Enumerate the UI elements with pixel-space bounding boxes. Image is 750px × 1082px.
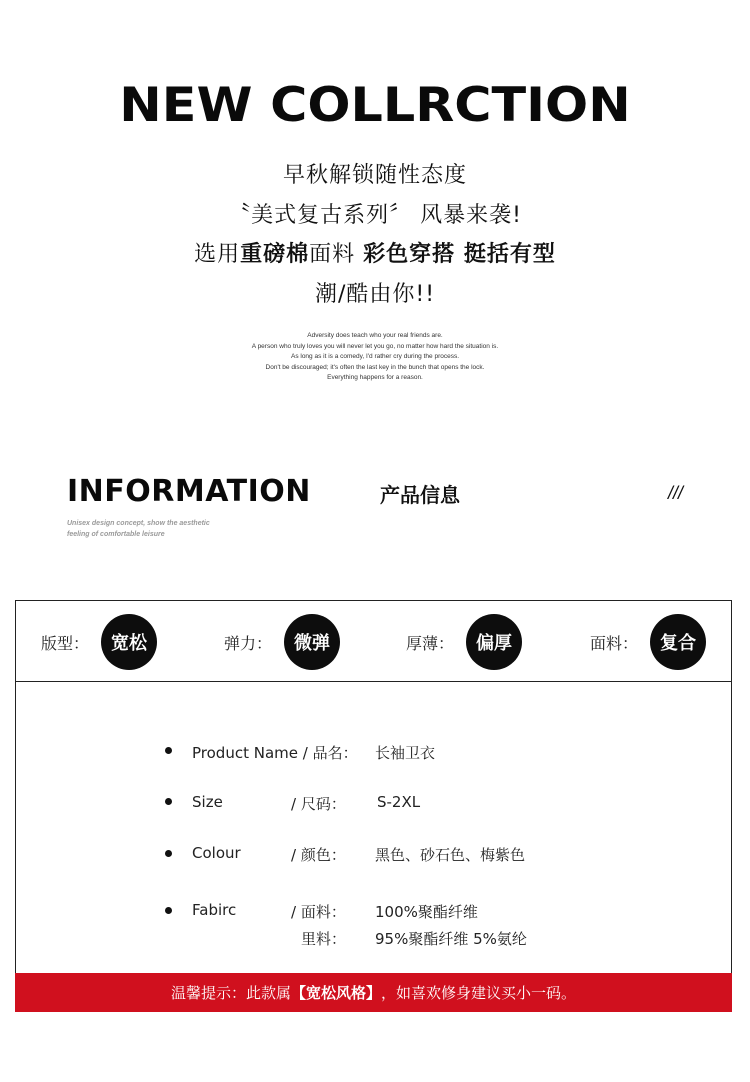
slash-decoration: /// bbox=[668, 483, 684, 503]
fabric-label: Fabirc bbox=[192, 901, 237, 919]
product-name-value: 长袖卫衣 bbox=[375, 744, 436, 762]
tagline-4: 潮/酷由你!! bbox=[314, 282, 436, 307]
fabric-label-cn: / 面料： bbox=[291, 903, 346, 921]
quote-block bbox=[0, 331, 750, 384]
tagline-1: 早秋解锁随性态度 bbox=[282, 163, 467, 188]
attr-thickness bbox=[406, 613, 522, 671]
tagline-3 bbox=[0, 237, 750, 268]
colour-label-cn: / 颜色： bbox=[291, 846, 346, 864]
lining-label: 里料： bbox=[301, 930, 347, 948]
tagline-3-d: 彩色穿搭 挺括有型 bbox=[363, 242, 556, 267]
fabric-value: 100%聚酯纤维 bbox=[375, 903, 478, 921]
quote-line: Don't be discouraged; it's often the last key in the bunch that opens the lock. bbox=[265, 363, 485, 371]
quote-line: A person who truly loves you will never let you go, no matter how hard the situation is. bbox=[251, 342, 499, 350]
attr-badge: 复合 bbox=[650, 614, 706, 670]
bullet-icon bbox=[165, 798, 172, 805]
bullet-icon bbox=[165, 907, 172, 914]
quote-line: Adversity does teach who your real friends are. bbox=[307, 332, 443, 339]
notice-highlight: 【宽松风格】 bbox=[290, 984, 381, 1002]
lining-value: 95%聚酯纤维 5%氨纶 bbox=[375, 930, 527, 948]
attr-label: 面料： bbox=[590, 633, 639, 653]
info-subtitle bbox=[67, 518, 210, 540]
detail-box bbox=[15, 682, 732, 1012]
attr-label: 厚薄： bbox=[406, 633, 455, 653]
quote-line: Everything happens for a reason. bbox=[327, 374, 423, 381]
notice-suffix: ，如喜欢修身建议买小一码。 bbox=[381, 984, 577, 1002]
tagline-2: 〝美式复古系列〞 风暴来袭! bbox=[228, 203, 522, 228]
attr-badge: 微弹 bbox=[284, 614, 340, 670]
quote-line: As long as it is a comedy, I'd rather cry during the process. bbox=[290, 353, 460, 360]
size-label-cn: / 尺码： bbox=[291, 795, 346, 813]
attr-label: 弹力： bbox=[224, 633, 273, 653]
size-value: S-2XL bbox=[377, 793, 421, 811]
notice-prefix: 温馨提示：此款属 bbox=[170, 984, 291, 1002]
colour-label: Colour bbox=[192, 844, 241, 862]
notice-bar bbox=[15, 973, 732, 1012]
attr-badge: 宽松 bbox=[101, 614, 157, 670]
attr-fabric bbox=[590, 613, 706, 671]
bullet-icon bbox=[165, 850, 172, 857]
collection-title: NEW COLLRCTION bbox=[119, 78, 631, 133]
tagline-3-c: 面料 bbox=[309, 242, 364, 267]
size-label: Size bbox=[192, 793, 223, 811]
tagline-3-a: 选用 bbox=[194, 242, 241, 267]
product-name-label: Product Name / 品名： bbox=[192, 744, 358, 762]
info-title-cn: 产品信息 bbox=[380, 483, 460, 507]
attribute-bar bbox=[15, 600, 732, 682]
info-title: INFORMATION bbox=[67, 474, 311, 509]
attr-elasticity bbox=[224, 613, 340, 671]
bullet-icon bbox=[165, 747, 172, 754]
attr-badge: 偏厚 bbox=[466, 614, 522, 670]
attr-label: 版型： bbox=[41, 633, 90, 653]
tagline-3-b: 重磅棉 bbox=[240, 242, 310, 267]
info-subtitle-2: feeling of comfortable leisure bbox=[67, 531, 165, 538]
attr-fit bbox=[41, 613, 157, 671]
info-subtitle-1: Unisex design concept, show the aesthetic bbox=[67, 520, 210, 527]
colour-value: 黑色、砂石色、梅紫色 bbox=[375, 846, 526, 864]
